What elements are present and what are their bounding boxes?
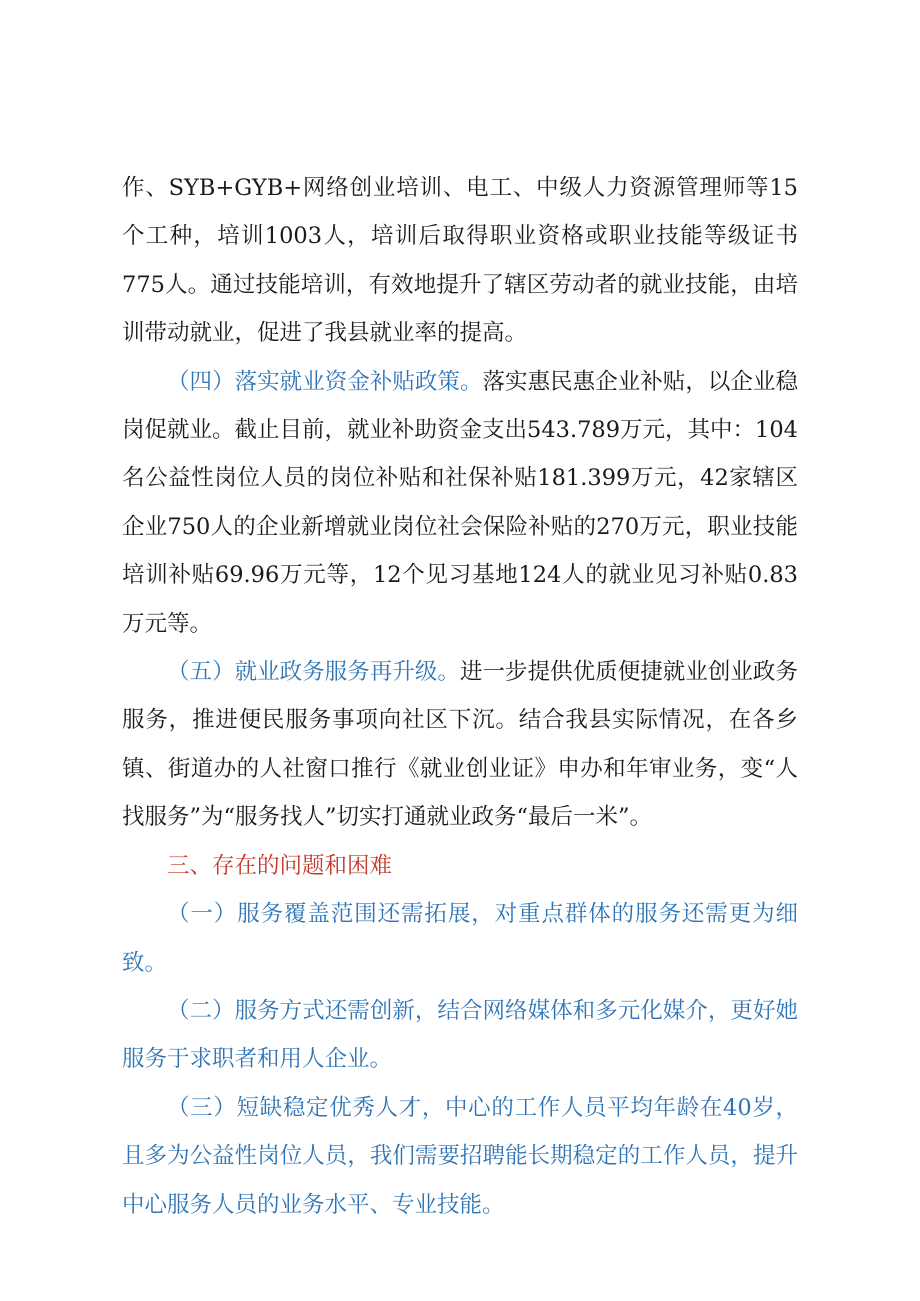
paragraph-text: （二）服务方式还需创新，结合网络媒体和多元化媒介，更好她服务于求职者和用人企业。	[122, 997, 798, 1073]
paragraph-text: 落实惠民惠企业补贴，以企业稳岗促就业。截止目前，就业补助资金支出543.789万元，其中：104名公益性岗位人员的岗位补贴和社保补贴181.399万元，42家辖区企业750人的企业新增就业岗位社会保险补贴的270万元，职业技能培训补贴69.96万元等，12个见习基地124人的就业见习补贴0.83万元等。	[122, 368, 798, 637]
section-heading-text: 三、存在的问题和困难	[167, 852, 393, 879]
paragraph-training-results	[122, 164, 798, 358]
paragraph-text: 作、SYB+GYB+网络创业培训、电工、中级人力资源管理师等15个工种，培训1003人，培训后取得职业资格或职业技能等级证书775人。通过技能培训，有效地提升了辖区劳动者的就业技能，由培训带动就业，促进了我县就业率的提高。	[122, 175, 798, 347]
document-body	[122, 164, 798, 1229]
section-heading-problems	[122, 842, 798, 890]
paragraph-problem-methods	[122, 987, 798, 1084]
paragraph-text: （一）服务覆盖范围还需拓展，对重点群体的服务还需更为细致。	[122, 901, 798, 976]
paragraph-problem-coverage	[122, 890, 798, 987]
paragraph-text: （三）短缺稳定优秀人才，中心的工作人员平均年龄在40岁，且多为公益性岗位人员，我们需要招聘能长期稳定的工作人员，提升中心服务人员的业务水平、专业技能。	[122, 1094, 798, 1218]
subheading-funding-subsidies: （四）落实就业资金补贴政策。	[167, 368, 483, 395]
subheading-government-services: （五）就业政务服务再升级。	[167, 659, 460, 686]
paragraph-problem-talent	[122, 1084, 798, 1229]
paragraph-text: 进一步提供优质便捷就业创业政务服务，推进便民服务事项向社区下沉。结合我县实际情况，在各乡镇、街道办的人社窗口推行《就业创业证》申办和年审业务，变“人找服务”为“服务找人”切实打通就业政务“最后一米”。	[122, 659, 798, 831]
paragraph-funding-subsidies	[122, 358, 798, 648]
paragraph-government-services	[122, 648, 798, 842]
